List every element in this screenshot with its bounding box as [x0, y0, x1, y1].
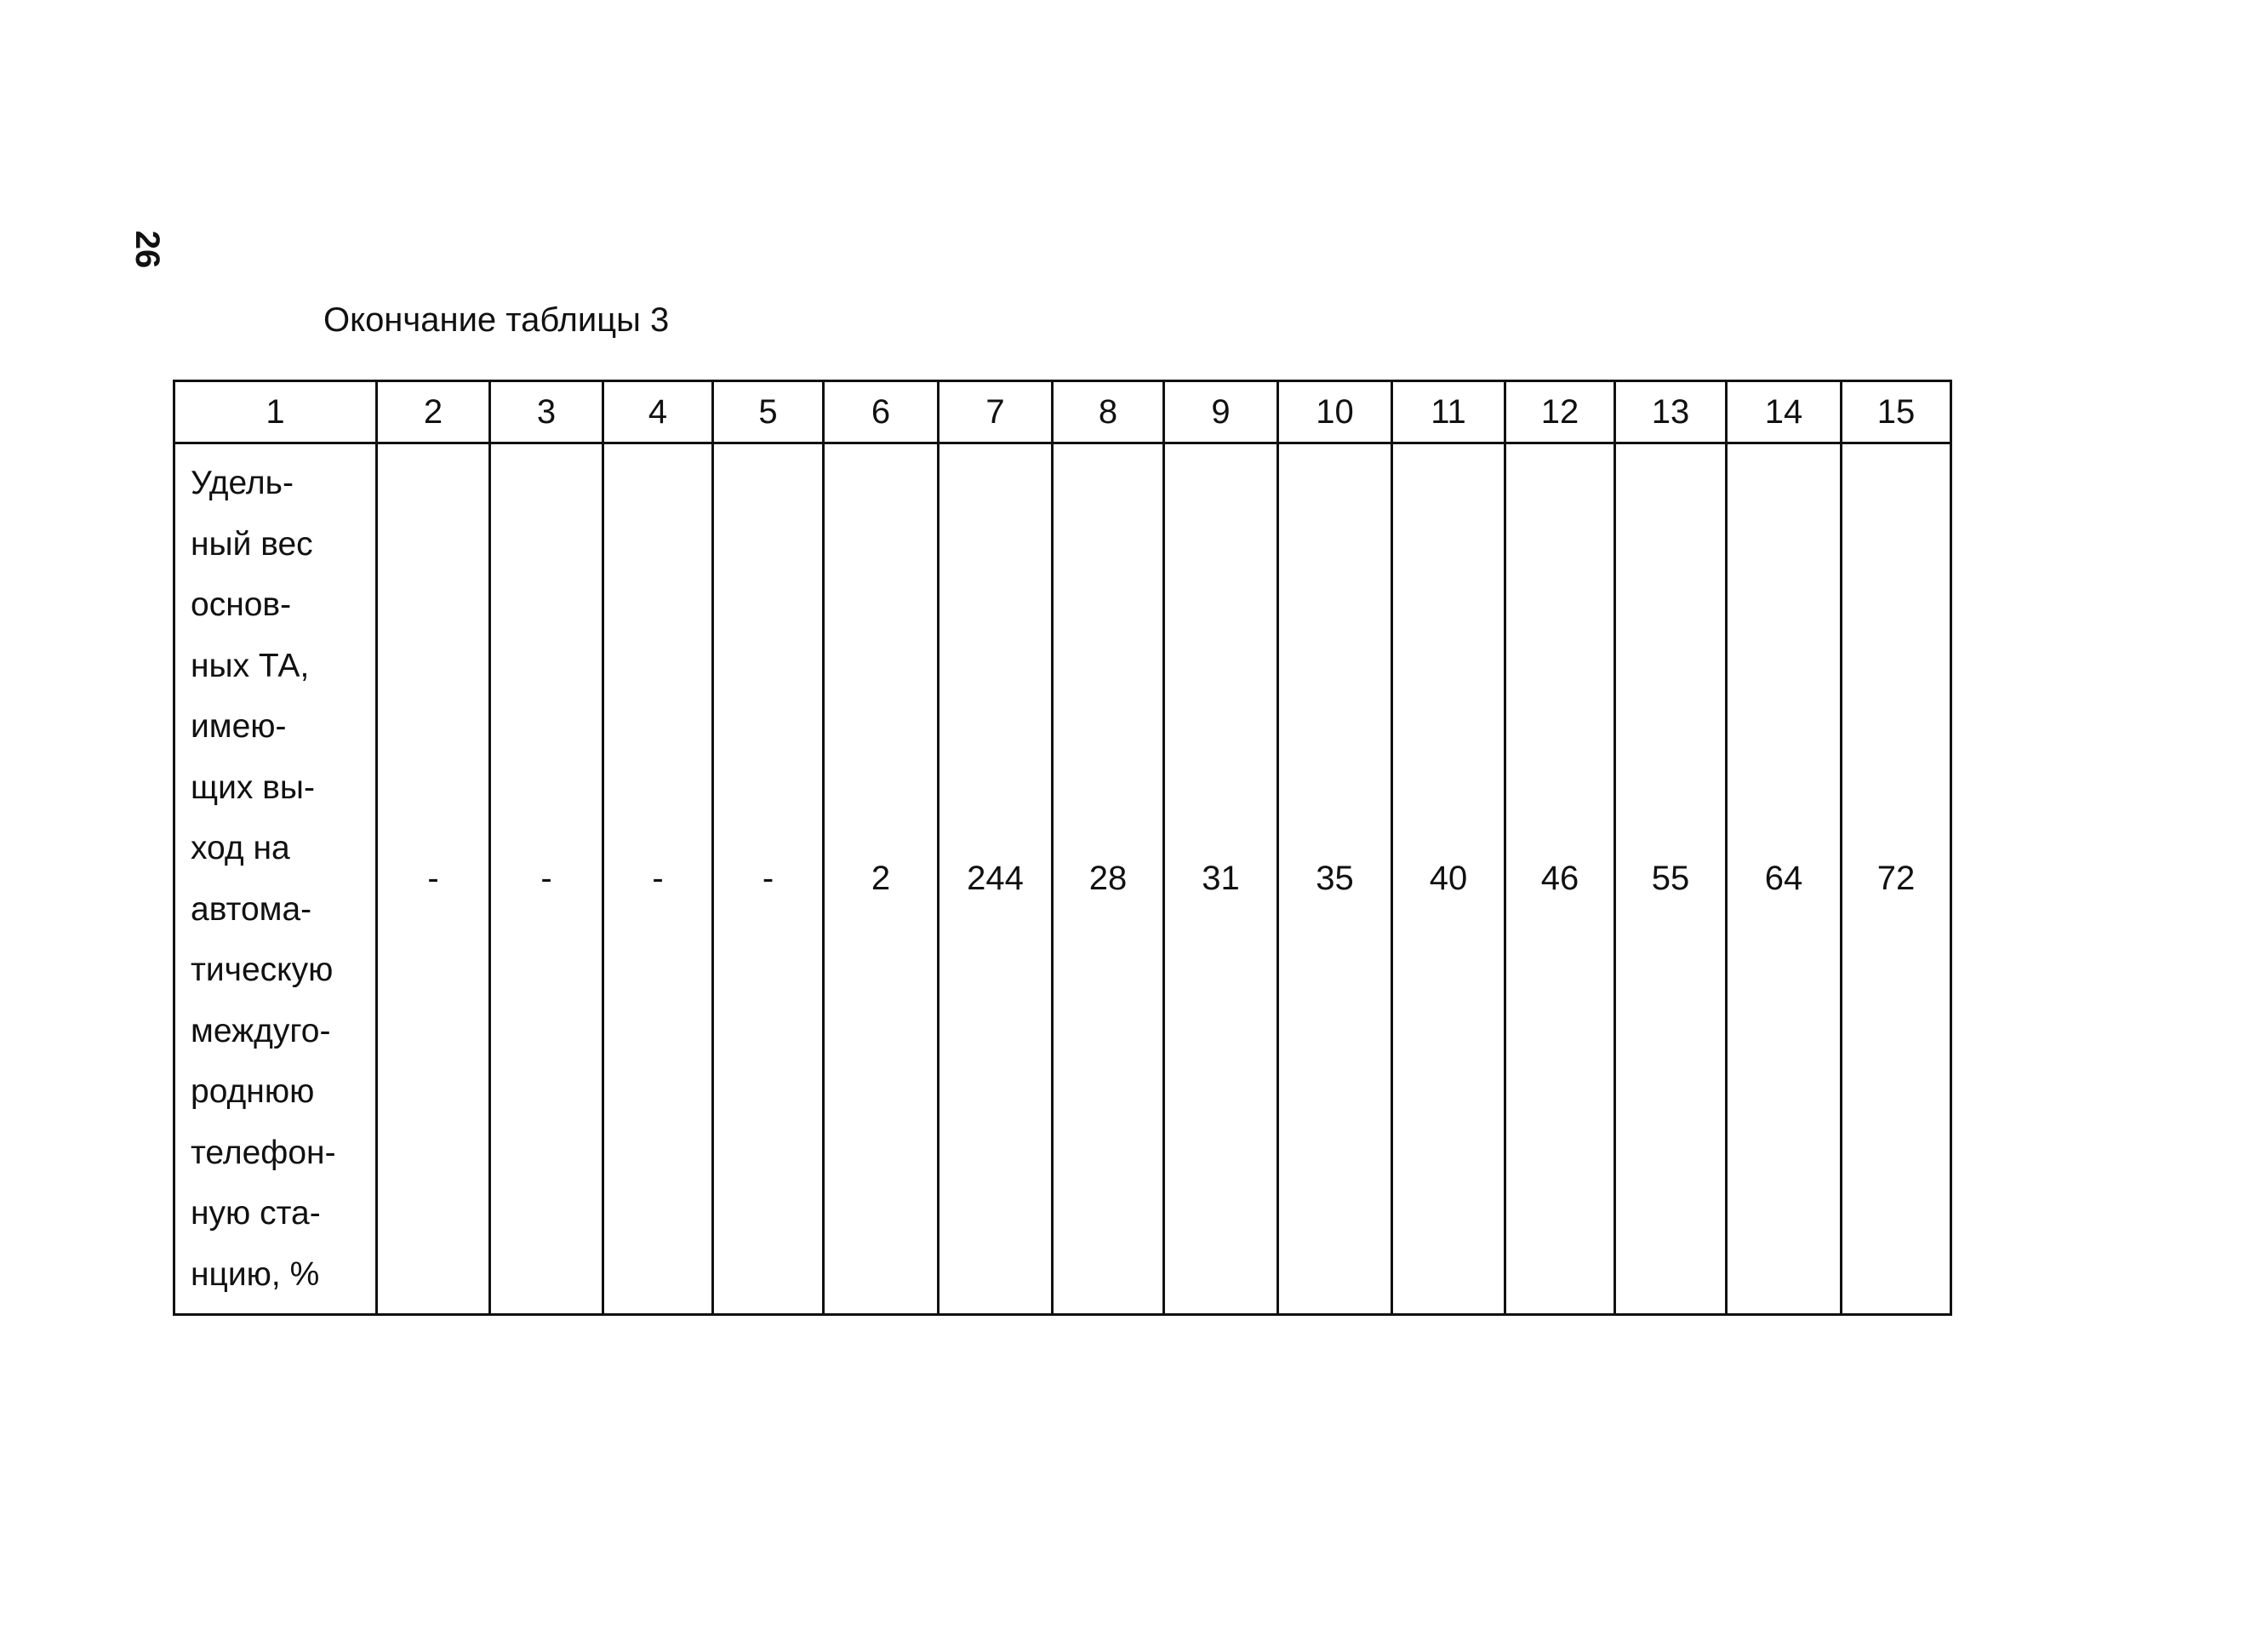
header-row — [174, 381, 1951, 443]
table-cell: 72 — [1842, 443, 1951, 1315]
table-cell: 35 — [1278, 443, 1392, 1315]
table-cell: - — [377, 443, 490, 1315]
column-header: 7 — [939, 381, 1053, 443]
table-cell: 28 — [1053, 443, 1164, 1315]
table-cell: 46 — [1505, 443, 1615, 1315]
column-header: 3 — [490, 381, 603, 443]
table-cell: 64 — [1727, 443, 1842, 1315]
row-label: Удель- ный вес основ- ных ТА, имею- щих вы- ход на автома- тическую междуго- роднюю телефон- ную ста- нцию, % — [174, 443, 377, 1315]
column-header: 6 — [824, 381, 939, 443]
column-header: 1 — [174, 381, 377, 443]
column-header: 5 — [713, 381, 824, 443]
column-header: 10 — [1278, 381, 1392, 443]
table-cell: - — [713, 443, 824, 1315]
table-caption: Окончание таблицы 3 — [323, 301, 670, 339]
column-header: 13 — [1615, 381, 1727, 443]
table-cell: 2 — [824, 443, 939, 1315]
table-cell: 31 — [1164, 443, 1278, 1315]
table-row — [174, 443, 1951, 1315]
column-header: 11 — [1392, 381, 1505, 443]
column-header: 9 — [1164, 381, 1278, 443]
table-cell: 55 — [1615, 443, 1727, 1315]
column-header: 14 — [1727, 381, 1842, 443]
column-header: 4 — [603, 381, 713, 443]
table-cell: 40 — [1392, 443, 1505, 1315]
column-header: 15 — [1842, 381, 1951, 443]
table-cell: - — [490, 443, 603, 1315]
page-number: 26 — [129, 230, 166, 269]
column-header: 2 — [377, 381, 490, 443]
table-cell: 244 — [939, 443, 1053, 1315]
column-header: 8 — [1053, 381, 1164, 443]
table-cell: - — [603, 443, 713, 1315]
column-header: 12 — [1505, 381, 1615, 443]
data-table — [173, 380, 1952, 1316]
